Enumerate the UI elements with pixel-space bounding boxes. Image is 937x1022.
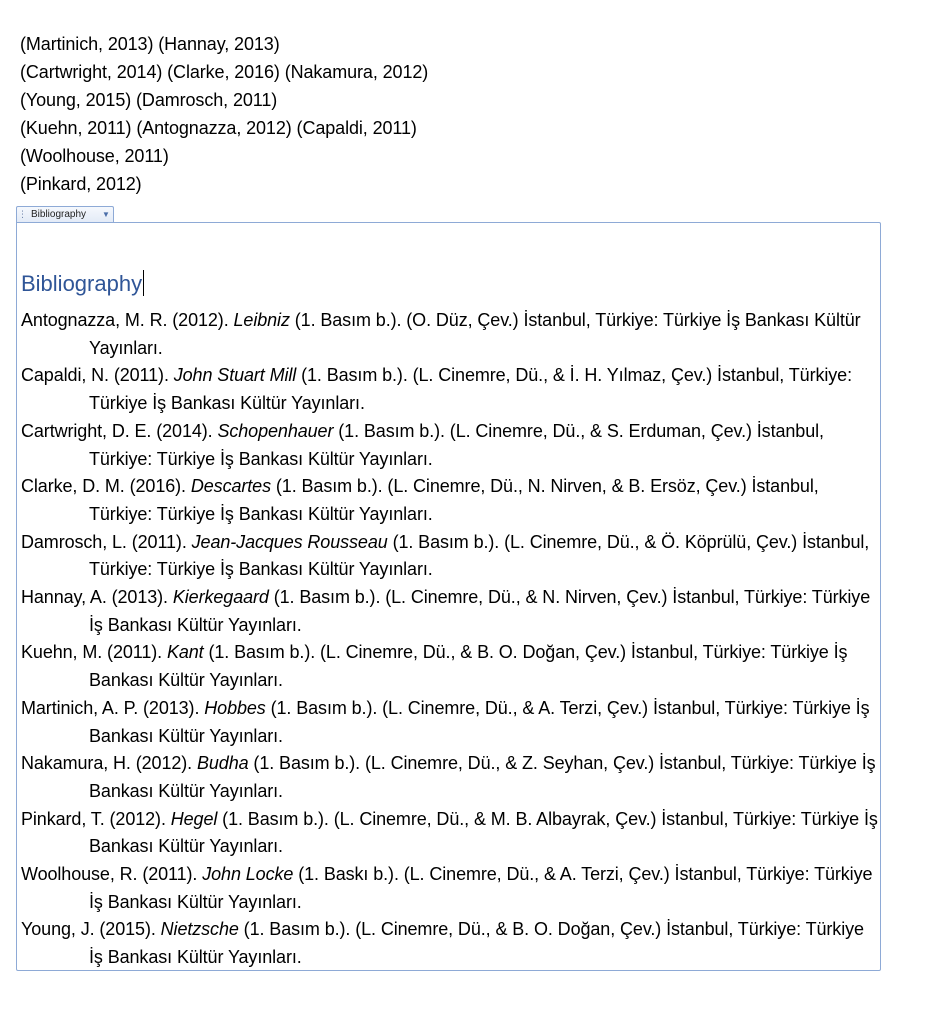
- bibliography-entry[interactable]: [21, 639, 879, 694]
- entry-author-year: Hannay, A. (2013).: [21, 587, 173, 608]
- entry-author-year: Capaldi, N. (2011).: [21, 365, 174, 386]
- bibliography-tab-label: Bibliography: [31, 209, 87, 220]
- citation-line[interactable]: (Cartwright, 2014) (Clarke, 2016) (Nakamura, 2012): [20, 62, 429, 82]
- entry-author-year: Martinich, A. P. (2013).: [21, 697, 205, 718]
- entry-title: Jean-Jacques Rousseau: [191, 531, 388, 552]
- triangle-down-icon[interactable]: ▼: [102, 210, 110, 219]
- entry-publication-details: (1. Basım b.). (L. Cinemre, Dü., & S. Erduman, Çev.) İstanbul, Türkiye: Türkiye İş Bankası Kültür Yayınları.: [89, 420, 824, 469]
- bibliography-entry[interactable]: [21, 362, 879, 417]
- entry-publication-details: (1. Basım b.). (L. Cinemre, Dü., & İ. H. Yılmaz, Çev.) İstanbul, Türkiye: Türkiye İş Bankası Kültür Yayınları.: [89, 365, 852, 414]
- bibliography-entry[interactable]: [21, 307, 879, 362]
- entry-author-year: Antognazza, M. R. (2012).: [21, 310, 234, 330]
- bibliography-entry[interactable]: [21, 750, 879, 805]
- entry-author-year: Nakamura, H. (2012).: [21, 753, 197, 774]
- entry-title: John Stuart Mill: [173, 365, 297, 386]
- entry-publication-details: (1. Basım b.). (L. Cinemre, Dü., & Ö. Köprülü, Çev.) İstanbul, Türkiye: Türkiye İş Bankası Kültür Yayınları.: [89, 531, 870, 580]
- citation-line[interactable]: (Woolhouse, 2011): [20, 146, 169, 166]
- entry-title: John Locke: [202, 864, 294, 885]
- entry-publication-details: (1. Basım b.). (L. Cinemre, Dü., & M. B. Albayrak, Çev.) İstanbul, Türkiye: Türkiye İş Bankası Kültür Yayınları.: [89, 808, 878, 857]
- bibliography-entry[interactable]: [21, 584, 879, 639]
- entry-title: Budha: [196, 753, 249, 774]
- entry-title: Schopenhauer: [217, 420, 334, 441]
- citation-line[interactable]: (Kuehn, 2011) (Antognazza, 2012) (Capaldi, 2011): [20, 118, 417, 138]
- entry-author-year: Kuehn, M. (2011).: [21, 642, 167, 663]
- bibliography-entry[interactable]: [21, 529, 879, 584]
- entry-title: Hegel: [170, 808, 218, 829]
- bibliography-content-control[interactable]: [16, 222, 881, 971]
- citation-line[interactable]: (Martinich, 2013) (Hannay, 2013): [20, 34, 280, 54]
- entry-publication-details: (1. Basım b.). (L. Cinemre, Dü., & Z. Seyhan, Çev.) İstanbul, Türkiye: Türkiye İş Bankası Kültür Yayınları.: [89, 753, 876, 801]
- text-cursor: [143, 270, 144, 296]
- bibliography-heading-text: Bibliography: [21, 271, 143, 296]
- entry-publication-details: (1. Basım b.). (L. Cinemre, Dü., & A. Terzi, Çev.) İstanbul, Türkiye: Türkiye İş Bankası Kültür Yayınları.: [89, 697, 870, 746]
- bibliography-entry[interactable]: [21, 861, 879, 916]
- entry-author-year: Pinkard, T. (2012).: [21, 808, 171, 829]
- citation-line[interactable]: (Pinkard, 2012): [20, 174, 142, 194]
- bibliography-entry[interactable]: [21, 916, 879, 971]
- bibliography-entry[interactable]: [21, 473, 879, 528]
- citation-line[interactable]: (Young, 2015) (Damrosch, 2011): [20, 90, 278, 110]
- entry-author-year: Cartwright, D. E. (2014).: [21, 420, 218, 441]
- entry-title: Kant: [166, 642, 204, 663]
- entry-title: Nietzsche: [160, 919, 239, 940]
- entry-title: Descartes: [190, 476, 271, 497]
- citation-block: [20, 30, 428, 198]
- entry-author-year: Woolhouse, R. (2011).: [21, 864, 203, 885]
- entry-title: Leibniz: [233, 310, 290, 330]
- entry-publication-details: (1. Basım b.). (L. Cinemre, Dü., & B. O. Doğan, Çev.) İstanbul, Türkiye: Türkiye İş Bankası Kültür Yayınları.: [89, 642, 848, 691]
- entry-author-year: Young, J. (2015).: [21, 919, 161, 940]
- bibliography-entries: [21, 307, 879, 972]
- vertical-grip-icon[interactable]: ⋮: [18, 209, 26, 219]
- entry-publication-details: (1. Basım b.). (L. Cinemre, Dü., & B. O. Doğan, Çev.) İstanbul, Türkiye: Türkiye İş Bankası Kültür Yayınları.: [89, 919, 864, 968]
- entry-title: Kierkegaard: [172, 587, 269, 608]
- entry-publication-details: (1. Basım b.). (L. Cinemre, Dü., N. Nirven, & B. Ersöz, Çev.) İstanbul, Türkiye: Türkiye İş Bankası Kültür Yayınları.: [89, 476, 819, 524]
- bibliography-heading[interactable]: [21, 269, 144, 299]
- entry-title: Hobbes: [204, 697, 266, 718]
- bibliography-entry[interactable]: [21, 695, 879, 750]
- entry-publication-details: (1. Baskı b.). (L. Cinemre, Dü., & A. Terzi, Çev.) İstanbul, Türkiye: Türkiye İş Bankası Kültür Yayınları.: [89, 864, 873, 912]
- entry-author-year: Damrosch, L. (2011).: [21, 531, 192, 552]
- bibliography-entry[interactable]: [21, 418, 879, 473]
- entry-author-year: Clarke, D. M. (2016).: [21, 476, 191, 497]
- bibliography-content-control-tab[interactable]: [16, 206, 114, 222]
- bibliography-entry[interactable]: [21, 806, 879, 861]
- entry-publication-details: (1. Basım b.). (L. Cinemre, Dü., & N. Nirven, Çev.) İstanbul, Türkiye: Türkiye İş Bankası Kültür Yayınları.: [89, 587, 871, 635]
- entry-publication-details: (1. Basım b.). (O. Düz, Çev.) İstanbul, Türkiye: Türkiye İş Bankası Kültür Yayınları.: [89, 310, 861, 358]
